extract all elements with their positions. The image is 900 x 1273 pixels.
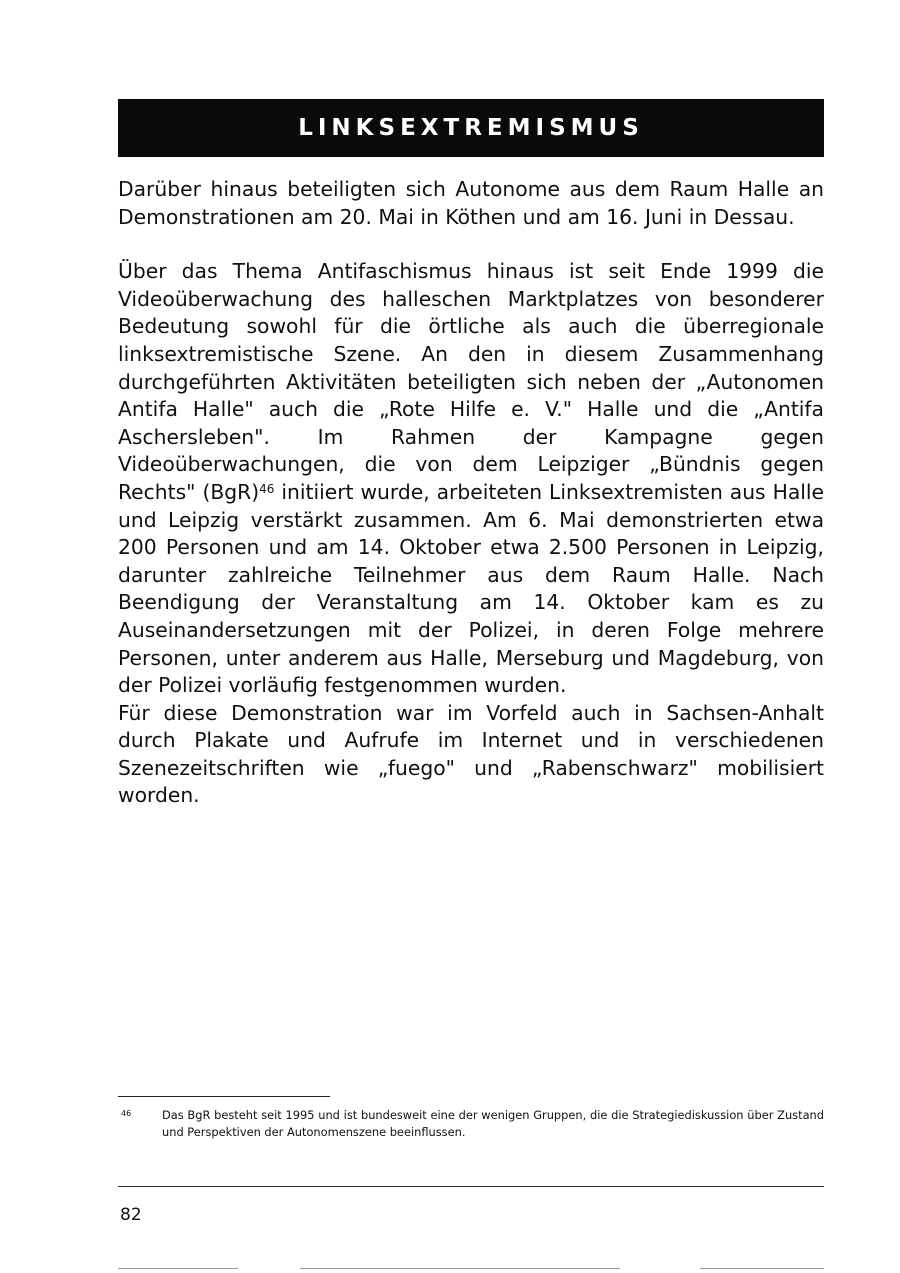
scan-edge-line [300, 1268, 620, 1269]
paragraph-2-text-start: Über das Thema Antifaschismus hinaus ist seit Ende 1999 die Videoüberwachung des halleschen Marktplatzes von besonderer Bedeutung sowohl für die örtliche als auch die überregionale linksextremistische Szene. An den in diesem Zusammenhang durchgeführten Aktivitäten beteiligten sich neben der „Autonomen Antifa Halle" auch die „Rote Hilfe e. V." Halle und die „Antifa Aschersleben". Im Rahmen der Kampagne gegen Videoüberwachungen, die von dem Leipziger „Bündnis gegen Rechts" (BgR) [118, 259, 824, 504]
scan-edge-line [700, 1268, 824, 1269]
scan-edge-line [118, 1268, 238, 1269]
footnote-number: 46 [121, 1109, 132, 1118]
footnote [118, 1107, 824, 1141]
paragraph-1: Darüber hinaus beteiligten sich Autonome aus dem Raum Halle an Demonstrationen am 20. Mai in Köthen und am 16. Juni in Dessau. [118, 177, 824, 229]
section-header-bar [118, 99, 824, 157]
footnote-divider [118, 1096, 330, 1097]
page-number: 82 [120, 1205, 142, 1225]
paragraph-2-text-end: initiiert wurde, arbeiteten Linksextremisten aus Halle und Leipzig verstärkt zusammen. Am 6. Mai demonstrierten etwa 200 Personen und am 14. Oktober etwa 2.500 Personen in Leipzig, darunter zahlreiche Teilnehmer aus dem Raum Halle. Nach Beendigung der Veranstaltung am 14. Oktober kam es zu Auseinandersetzungen mit der Polizei, in deren Folge mehrere Personen, unter anderem aus Halle, Merseburg und Magdeburg, von der Polizei vorläufig festgenommen wurden. [118, 479, 824, 698]
paragraph-3: Für diese Demonstration war im Vorfeld auch in Sachsen-Anhalt durch Plakate und Aufrufe im Internet und in verschiedenen Szenezeitschriften wie „fuego" und „Rabenschwarz" mobilisiert worden. [118, 700, 824, 808]
page-footer-divider [118, 1186, 824, 1187]
section-title: LINKSEXTREMISMUS [298, 115, 644, 141]
body-text [118, 176, 824, 810]
footnote-text: Das BgR besteht seit 1995 und ist bundesweit eine der wenigen Gruppen, die die Strategiediskussion über Zustand und Perspektiven der Autonomenszene beeinflussen. [162, 1108, 824, 1139]
paragraph-2 [118, 258, 824, 700]
footnote-reference[interactable]: 46 [259, 481, 275, 496]
